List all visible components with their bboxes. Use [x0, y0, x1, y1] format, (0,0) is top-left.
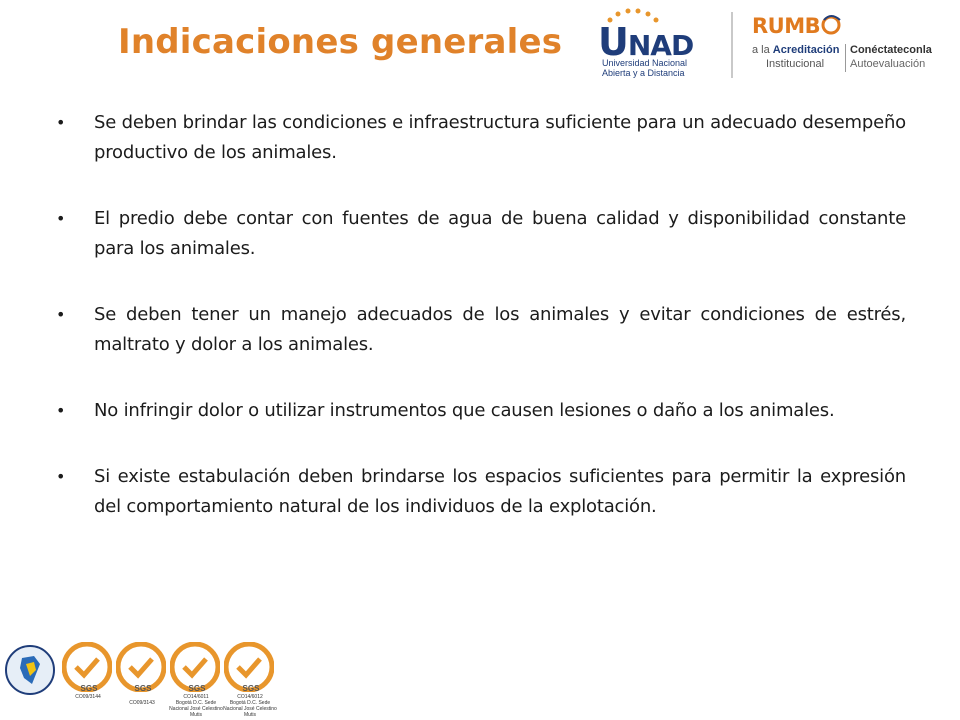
bullet-dot-icon: • — [56, 113, 66, 132]
rumbo-o-icon — [820, 14, 842, 36]
rumbo-logo — [752, 14, 952, 84]
bullet-list — [56, 108, 906, 558]
unad-logo — [598, 6, 710, 86]
unad-line2: Abierta y a Distancia — [602, 68, 685, 78]
seal-code: CO09/3143 — [129, 700, 155, 706]
bullet-text: El predio debe contar con fuentes de agua de buena calidad y disponibilidad constante para los animales. — [94, 208, 906, 259]
unad-nad: NAD — [627, 29, 694, 62]
bullet-dot-icon: • — [56, 305, 66, 324]
rumbo-separator — [845, 44, 846, 72]
unad-u: U — [598, 20, 628, 64]
bullet-text: Se deben tener un manejo adecuados de los animales y evitar condiciones de estrés, maltrato y dolor a los animales. — [94, 304, 906, 355]
sgs-label: SGS — [134, 684, 152, 693]
page-title: Indicaciones generales — [118, 22, 563, 62]
rumbo-right2: Autoevaluación — [850, 58, 926, 70]
bullet-item — [56, 396, 906, 426]
certification-seals — [0, 636, 300, 720]
rumbo-word: RUMB — [752, 14, 821, 38]
bullet-text: No infringir dolor o utilizar instrumentos que causen lesiones o daño a los animales. — [94, 400, 835, 421]
sgs-label: SGS — [188, 684, 206, 693]
unad-subtitle — [602, 58, 687, 78]
bullet-item — [56, 300, 906, 360]
seal-location: Bogotá D.C. Sede Nacional José Celestino Mutis — [223, 700, 277, 718]
bullet-item — [56, 204, 906, 264]
sgs-label: SGS — [80, 684, 98, 693]
rumbo-line1-bold: Acreditación — [772, 44, 840, 56]
colombia-seal-icon — [4, 644, 56, 696]
rumbo-right1: Conéctateconla — [850, 44, 932, 56]
rumbo-line1-prefix: a la — [752, 44, 773, 56]
seal-code: CO09/3144 — [75, 694, 101, 700]
bullet-dot-icon: • — [56, 467, 66, 486]
bullet-text: Si existe estabulación deben brindarse los espacios suficientes para permitir la expresión del comportamiento natural de los individuos de la explotación. — [94, 466, 906, 517]
bullet-item — [56, 108, 906, 168]
bullet-text: Se deben brindar las condiciones e infraestructura suficiente para un adecuado desempeño productivo de los animales. — [94, 112, 906, 163]
bullet-item — [56, 462, 906, 522]
rumbo-line1 — [752, 44, 839, 56]
seal-location: Bogotá D.C. Sede Nacional José Celestino Mutis — [169, 700, 223, 718]
unad-line1: Universidad Nacional — [602, 58, 688, 68]
rumbo-line2: Institucional — [766, 58, 825, 70]
seal-code: CO14/6012 — [237, 694, 263, 700]
seal-code: CO14/6011 — [183, 694, 209, 700]
bullet-dot-icon: • — [56, 401, 66, 420]
logo-divider — [731, 12, 733, 78]
bullet-dot-icon: • — [56, 209, 66, 228]
sgs-label: SGS — [242, 684, 260, 693]
rumbo-wordmark — [752, 14, 842, 38]
